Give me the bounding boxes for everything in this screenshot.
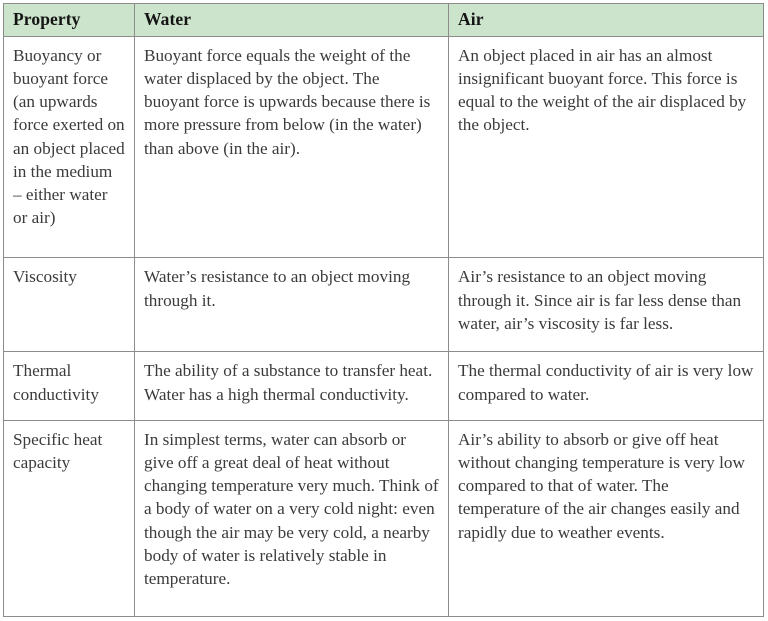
cell-text: Water’s resistance to an object moving through it. (144, 267, 411, 310)
cell-text: Air’s resistance to an object moving through it. Since air is far less dense than water, air’s viscosity is far less. (458, 267, 742, 333)
cell-text: The ability of a substance to transfer heat. Water has a high thermal conductivity. (144, 361, 433, 404)
column-header-air: Air (449, 4, 764, 37)
table-row (4, 352, 764, 421)
cell-air (449, 258, 764, 352)
cell-property (4, 37, 135, 258)
table-header-row (4, 4, 764, 37)
table-header (4, 4, 764, 37)
cell-water (135, 37, 449, 258)
cell-text: An object placed in air has an almost insignificant buoyant force. This force is equal to the weight of the air displaced by the object. (458, 46, 747, 135)
cell-text: Viscosity (13, 267, 77, 287)
cell-text: In simplest terms, water can absorb or give off a great deal of heat without changing temperature very much. Think of a body of water on a very cold night: even though the air may be very cold, a nearby body of water is relatively stable in temperature. (144, 430, 439, 588)
water-air-comparison-table (3, 3, 764, 617)
cell-water (135, 258, 449, 352)
column-header-water: Water (135, 4, 449, 37)
table-row (4, 258, 764, 352)
cell-text: The thermal conductivity of air is very low compared to water. (458, 361, 754, 404)
cell-water (135, 421, 449, 617)
cell-property (4, 258, 135, 352)
cell-text: Thermal conductivity (13, 361, 99, 404)
cell-air (449, 421, 764, 617)
column-header-property: Property (4, 4, 135, 37)
cell-text: Buoyancy or buoyant force (an upwards force exerted on an object placed in the medium – either water or air) (13, 46, 125, 227)
cell-text: Specific heat capacity (13, 430, 103, 473)
cell-text: Buoyant force equals the weight of the water displaced by the object. The buoyant force is upwards because there is more pressure from below (in the water) than above (in the air). (144, 46, 431, 158)
table-body (4, 37, 764, 617)
cell-water (135, 352, 449, 421)
cell-property (4, 352, 135, 421)
cell-property (4, 421, 135, 617)
table-row (4, 421, 764, 617)
cell-air (449, 352, 764, 421)
table-row (4, 37, 764, 258)
cell-text: Air’s ability to absorb or give off heat without changing temperature is very low compared to that of water. The temperature of the air changes easily and rapidly due to weather events. (458, 430, 745, 542)
cell-air (449, 37, 764, 258)
